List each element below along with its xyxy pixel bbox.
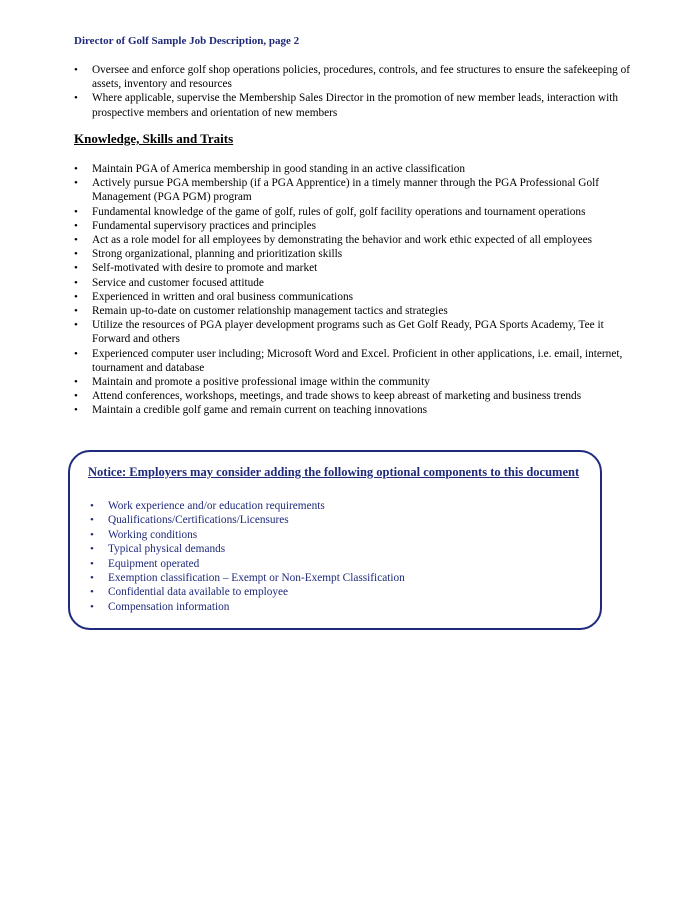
list-item: • Maintain a credible golf game and remain current on teaching innovations [74,404,428,417]
notice-box [68,450,602,630]
bullet-icon: • [74,163,78,175]
bullet-icon: • [90,514,94,527]
bullet-icon: • [74,290,78,303]
list-item: • Typical physical demands [90,543,226,556]
list-item: • Maintain PGA of America membership in good standing in an active classification [74,163,466,175]
bullet-icon: • [74,404,78,417]
duties-continued-list [74,63,634,120]
list-item: • Experienced computer user including; Microsoft Word and Excel. Proficient in other applications, i.e. email, internet, tournament and database [74,347,623,374]
list-item: • Actively pursue PGA membership (if a PGA Apprentice) in a timely manner through the PGA Professional Golf Management (PGA PGM) program [74,177,600,204]
notice-title: Notice: Employers may consider adding the following optional components to this document [88,465,580,479]
bullet-icon: • [74,376,78,389]
bullet-icon: • [90,543,94,556]
bullet-icon: • [74,92,78,105]
list-item: • Exemption classification – Exempt or Non-Exempt Classification [90,572,405,585]
bullet-icon: • [74,347,78,360]
bullet-icon: • [74,319,78,332]
bullet-icon: • [74,248,78,261]
list-item: • Fundamental knowledge of the game of golf, rules of golf, golf facility operations and tournament operations [74,205,586,218]
bullet-icon: • [74,219,78,232]
bullet-icon: • [90,586,94,599]
list-item: • Where applicable, supervise the Membership Sales Director in the promotion of new member leads, interaction with prospective members and orientation of new members [74,92,619,119]
list-item: • Working conditions [90,528,198,541]
bullet-icon: • [90,500,94,512]
list-item: • Oversee and enforce golf shop operations policies, procedures, controls, and fee structures to ensure the safekeeping of assets, inventory and resources [74,64,630,91]
bullet-icon: • [74,262,78,275]
list-item: • Utilize the resources of PGA player development programs such as Get Golf Ready, PGA Sports Academy, Tee it Forward and others [74,319,604,346]
bullet-icon: • [90,600,94,613]
bullet-icon: • [74,205,78,218]
list-item: • Act as a role model for all employees by demonstrating the behavior and work ethic expected of all employees [74,234,593,247]
list-item: • Service and customer focused attitude [74,276,264,289]
bullet-icon: • [90,557,94,570]
list-item: • Remain up-to-date on customer relationship management tactics and strategies [74,305,448,318]
bullet-icon: • [74,64,78,76]
list-item: • Confidential data available to employee [90,586,289,599]
list-item: • Fundamental supervisory practices and principles [74,219,316,232]
bullet-icon: • [74,177,78,190]
list-item: • Attend conferences, workshops, meetings, and trade shows to keep abreast of marketing and business trends [74,390,582,403]
knowledge-list [74,162,634,418]
list-item: • Experienced in written and oral business communications [74,290,354,303]
list-item: • Qualifications/Certifications/Licensures [90,514,289,527]
section-heading-knowledge: Knowledge, Skills and Traits [74,131,234,146]
notice-list [90,499,580,614]
bullet-icon: • [90,528,94,541]
bullet-icon: • [74,390,78,403]
list-item: • Self-motivated with desire to promote and market [74,262,318,275]
bullet-icon: • [74,234,78,247]
page-header: Director of Golf Sample Job Description, page 2 [74,35,300,47]
list-item: • Maintain and promote a positive professional image within the community [74,376,430,389]
bullet-icon: • [90,572,94,585]
list-item: • Work experience and/or education requirements [90,500,325,512]
bullet-icon: • [74,276,78,289]
list-item: • Equipment operated [90,557,200,570]
list-item: • Strong organizational, planning and prioritization skills [74,248,343,261]
bullet-icon: • [74,305,78,318]
list-item: • Compensation information [90,600,230,613]
